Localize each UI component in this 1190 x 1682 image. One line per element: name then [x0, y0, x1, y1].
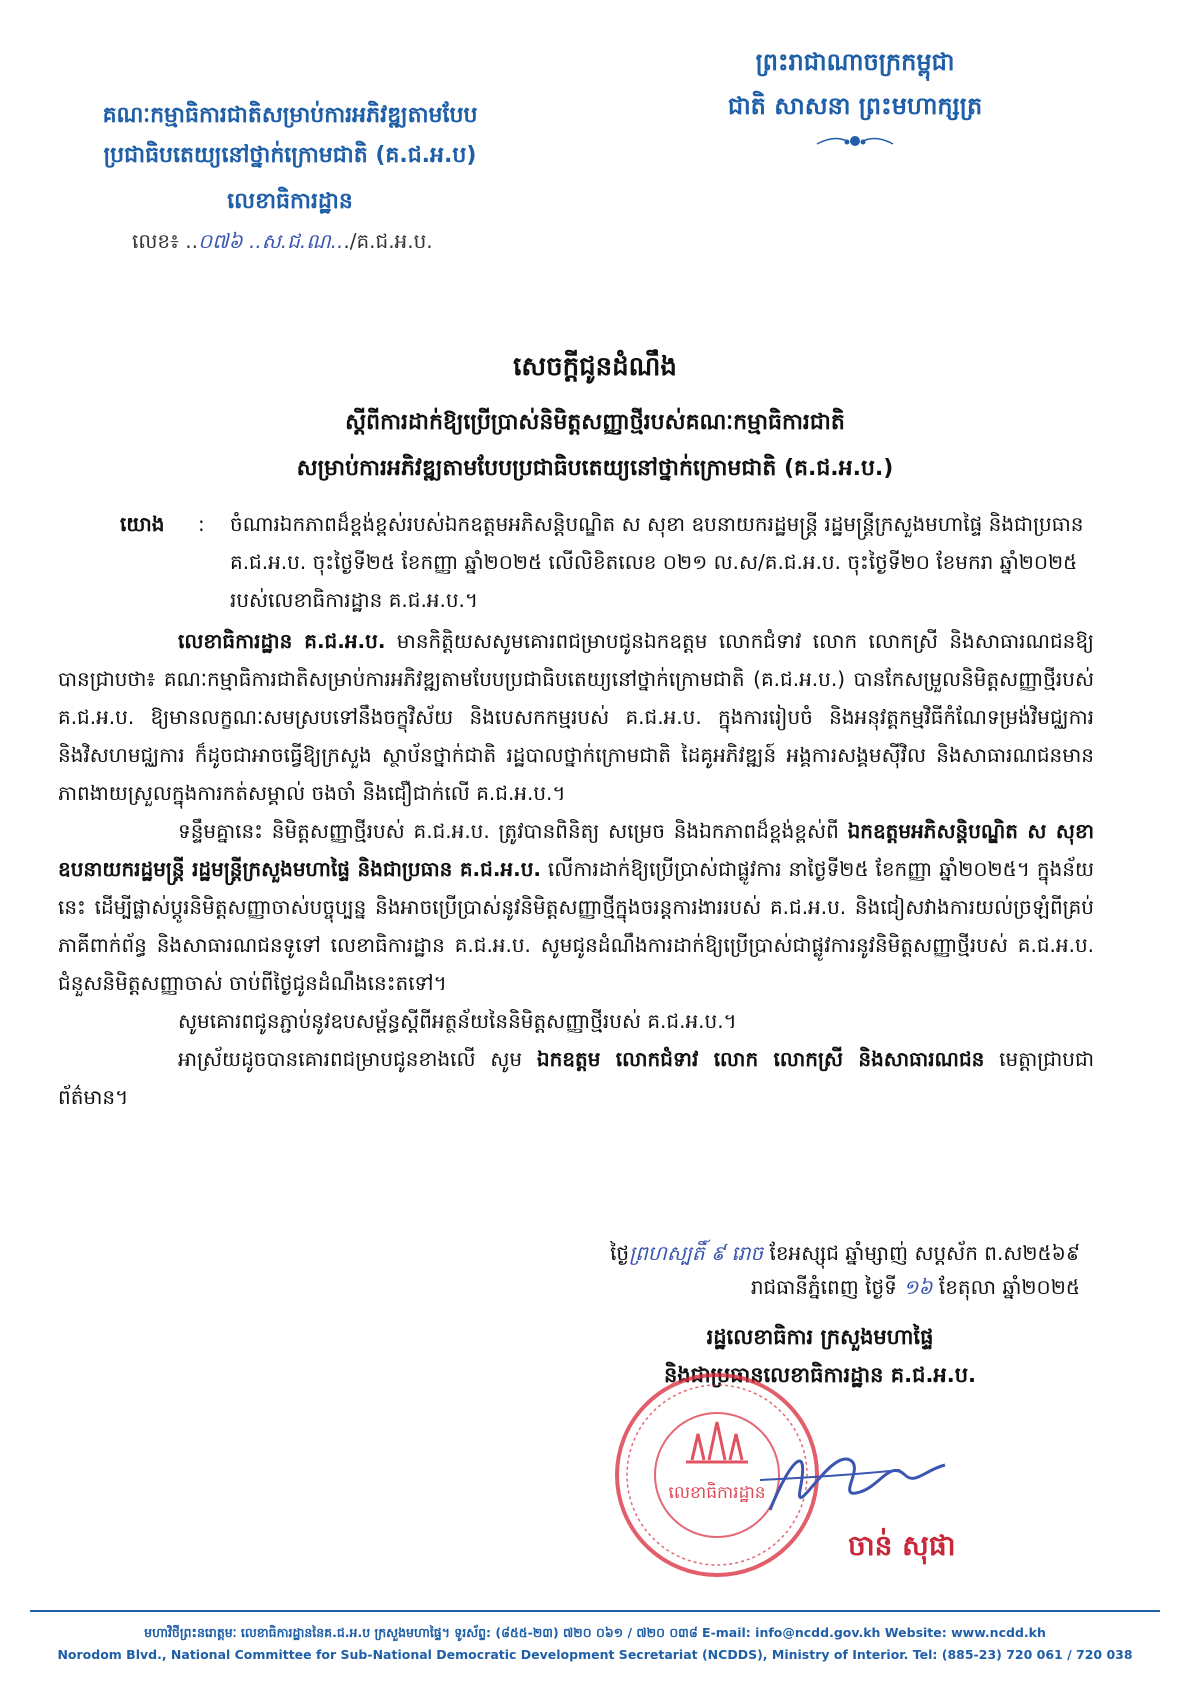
solar-date	[560, 1270, 1080, 1304]
footer-divider	[30, 1610, 1160, 1612]
footer-line2: Norodom Blvd., National Committee for Sub-National Democratic Development Secretariat (NCDDS), Ministry of Interior. Tel: (885-23) 720 061 / 720 038	[57, 1647, 1133, 1662]
document-body	[58, 622, 1094, 1116]
ref-prefix: លេខ៖ ..	[132, 229, 198, 253]
document-title: សេចក្តីជូនដំណឹង	[513, 352, 677, 382]
handwritten-signature	[740, 1420, 960, 1530]
solar-day-handwritten: ១៦	[903, 1275, 933, 1299]
p1-bold: លេខាធិការដ្ឋាន គ.ជ.អ.ប.	[178, 629, 386, 653]
paragraph-1	[58, 622, 1094, 812]
kingdom-name: ព្រះរាជាណាចក្រកម្ពុជា	[755, 48, 955, 76]
p2-text2: លើការដាក់ឱ្យប្រើប្រាស់ជាផ្លូវការ នាថ្ងៃទី២៥ ខែកញ្ញា ឆ្នាំ២០២៥។ ក្នុងន័យនេះ ដើម្បីផ្លាស់ប្តូរនិមិត្តសញ្ញាចាស់បច្ចុប្បន្ន និងអាចប្រើប្រាស់នូវនិមិត្តសញ្ញាថ្មីក្នុងចរន្តការងាររបស់ គ.ជ.អ.ប. និងជៀសវាងការយល់ច្រឡំពីគ្រប់ភាគីពាក់ព័ន្ធ និងសាធារណជនទូទៅ លេខាធិការដ្ឋាន គ.ជ.អ.ប. សូមជូនដំណឹងការដាក់ឱ្យប្រើប្រាស់ជាផ្លូវការនូវនិមិត្តសញ្ញាថ្មីរបស់ គ.ជ.អ.ប. ជំនួសនិមិត្តសញ្ញាចាស់ ចាប់ពីថ្ងៃជូនដំណឹងនេះតទៅ។	[58, 857, 1095, 995]
lunar-suffix: ខែអស្សុជ ឆ្នាំម្សាញ់ សប្តស័ក ព.ស២៥៦៩	[763, 1241, 1080, 1265]
paragraph-4	[58, 1040, 1094, 1116]
lunar-prefix: ថ្ងៃ	[610, 1241, 630, 1265]
seal-text: លេខាធិការដ្ឋាន	[668, 1483, 766, 1503]
lunar-handwritten: ព្រហស្បតិ៍ ៩ រោច	[629, 1241, 764, 1265]
p4-text1: អាស្រ័យដូចបានគោរពជម្រាបជូនខាងលើ សូម	[178, 1047, 537, 1071]
p4-bold: ឯកឧត្តម លោកជំទាវ លោក លោកស្រី និងសាធារណជន	[536, 1047, 985, 1071]
footer-line1: មហាវិថីព្រះនរោត្តមៈ លេខាធិការដ្ឋាននៃគ.ជ.អ.ប ក្រសួងមហាផ្ទៃ។ ទូរស័ព្ទ: (៨៥៥-២៣) ៧២០ ០៦១ / ៧២០ ០៣៨ E-mail: info@ncdd.gov.kh Website: www.ncdd.kh	[144, 1625, 1046, 1640]
p2-text1: ទន្ទឹមគ្នានេះ និមិត្តសញ្ញាថ្មីរបស់ គ.ជ.អ.ប. ត្រូវបានពិនិត្យ សម្រេច និងឯកភាពដ៏ខ្ពង់ខ្ពស់ពី	[178, 819, 848, 843]
secretariat-label: លេខាធិការដ្ឋាន	[227, 189, 353, 214]
reference-colon: :	[198, 512, 205, 536]
solar-suffix: ខែតុលា ឆ្នាំ២០២៥	[932, 1275, 1080, 1299]
ref-number-handwritten: ០៧៦ ..ស.ជ.ណ..	[197, 229, 344, 253]
reference-label: យោង	[120, 512, 165, 536]
document-subject	[0, 400, 1190, 492]
date-block	[560, 1236, 1080, 1304]
signatory-name: ចាន់ សុផា	[848, 1529, 956, 1562]
national-motto: ជាតិ សាសនា ព្រះមហាក្សត្រ	[727, 92, 983, 120]
signatory-line2: និងជាប្រធានលេខាធិការដ្ឋាន គ.ជ.អ.ប.	[663, 1363, 977, 1387]
p4-text2: មេត្តាជ្រាបជាព័ត៌មាន។	[58, 1047, 1094, 1109]
signatory-line1: រដ្ឋលេខាធិការ ក្រសួងមហាផ្ទៃ	[706, 1325, 934, 1349]
reference-number	[132, 228, 433, 258]
org-name-line1: គណៈកម្មាធិការជាតិសម្រាប់ការអភិវឌ្ឍតាមបែប	[102, 103, 478, 128]
org-name-line2: ប្រជាធិបតេយ្យនៅថ្នាក់ក្រោមជាតិ (គ.ជ.អ.ប)	[103, 143, 477, 168]
subject-line1: ស្តីពីការដាក់ឱ្យប្រើប្រាស់និមិត្តសញ្ញាថ្មីរបស់គណៈកម្មាធិការជាតិ	[345, 410, 845, 435]
subject-line2: សម្រាប់ការអភិវឌ្ឍតាមបែបប្រជាធិបតេយ្យនៅថ្នាក់ក្រោមជាតិ (គ.ជ.អ.ប.)	[296, 456, 894, 481]
lunar-date	[560, 1236, 1080, 1270]
ref-suffix: ./គ.ជ.អ.ប.	[343, 229, 433, 253]
p1-text: មានកិត្តិយសសូមគោរពជម្រាបជូនឯកឧត្តម លោកជំទាវ លោក លោកស្រី និងសាធារណជនឱ្យបានជ្រាបថា៖ គណៈកម្មាធិការជាតិសម្រាប់ការអភិវឌ្ឍតាមបែបប្រជាធិបតេយ្យនៅថ្នាក់ក្រោមជាតិ (គ.ជ.អ.ប.) បានកែសម្រួលនិមិត្តសញ្ញាថ្មីរបស់ គ.ជ.អ.ប. ឱ្យមានលក្ខណៈសមស្របទៅនឹងចក្ខុវិស័យ និងបេសកកម្មរបស់ គ.ជ.អ.ប. ក្នុងការរៀបចំ និងអនុវត្តកម្មវិធីកំណែទម្រង់វិមជ្ឈការ និងវិសហមជ្ឈការ ក៏ដូចជាអាចធ្វើឱ្យក្រសួង ស្ថាប័នថ្នាក់ជាតិ រដ្ឋបាលថ្នាក់ក្រោមជាតិ ដៃគូអភិវឌ្ឍន៍ អង្គការសង្គមស៊ីវិល និងសាធារណជនមានភាពងាយស្រួលក្នុងការកត់សម្គាល់ ចងចាំ និងជឿជាក់លើ គ.ជ.អ.ប.។	[58, 629, 1094, 805]
kingdom-header	[690, 40, 1020, 154]
paragraph-2	[58, 812, 1094, 1002]
reference-text: ចំណារឯកភាពដ៏ខ្ពង់ខ្ពស់របស់ឯកឧត្តមអភិសន្តិបណ្ឌិត ស សុខា ឧបនាយករដ្ឋមន្ត្រី រដ្ឋមន្ត្រីក្រសួងមហាផ្ទៃ និងជាប្រធាន គ.ជ.អ.ប. ចុះថ្ងៃទី២៥ ខែកញ្ញា ឆ្នាំ២០២៥ លើលិខិតលេខ ០២១ ល.ស/គ.ជ.អ.ប. ចុះថ្ងៃទី២០ ខែមករា ឆ្នាំ២០២៥ របស់លេខាធិការដ្ឋាន គ.ជ.អ.ប.។	[230, 512, 1084, 612]
decorative-flourish-icon	[815, 132, 895, 150]
paragraph-3: សូមគោរពជូនភ្ជាប់នូវឧបសម្ព័ន្ធស្តីពីអត្ថន័យនៃនិមិត្តសញ្ញាថ្មីរបស់ គ.ជ.អ.ប.។	[178, 1009, 737, 1033]
p2-bold: ឯកឧត្តមអភិសន្តិបណ្ឌិត ស សុខា ឧបនាយករដ្ឋមន្ត្រី រដ្ឋមន្ត្រីក្រសួងមហាផ្ទៃ និងជាប្រធាន គ.ជ.អ.ប.	[58, 819, 1094, 881]
footer	[30, 1622, 1160, 1666]
organization-header	[40, 96, 540, 222]
solar-prefix: រាជធានីភ្នំពេញ ថ្ងៃទី	[750, 1275, 904, 1299]
reference-row	[120, 505, 1100, 619]
